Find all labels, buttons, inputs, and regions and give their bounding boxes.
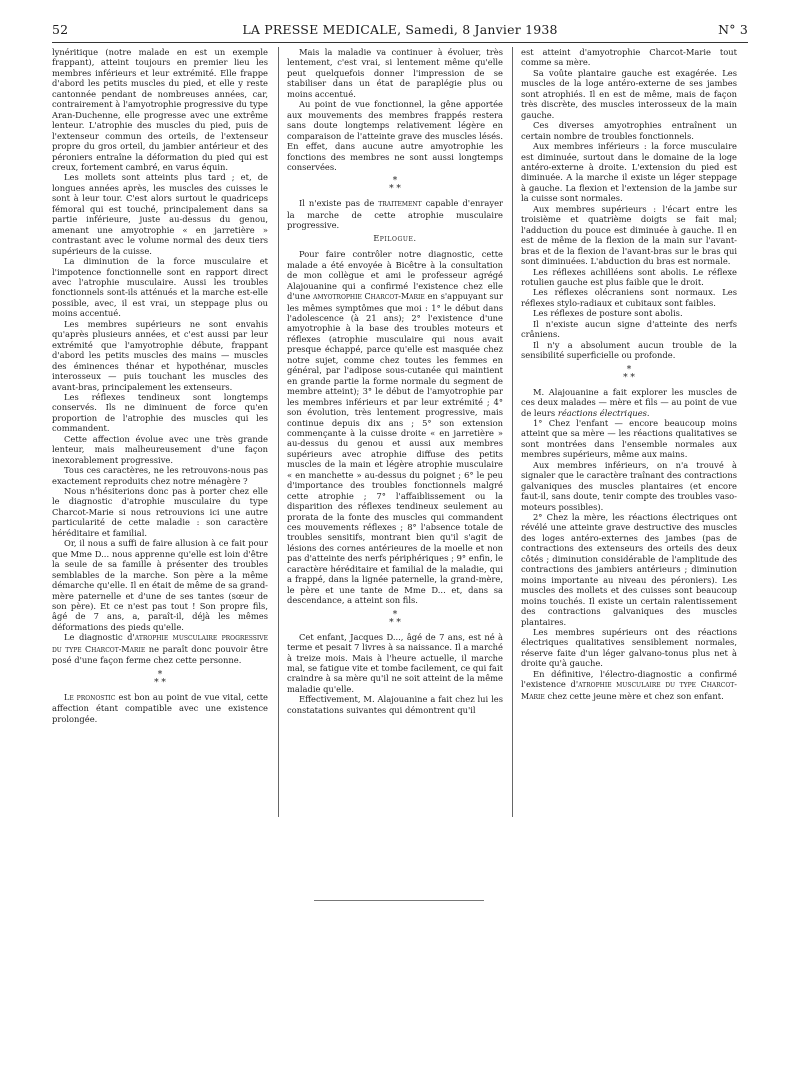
small-caps-run: atrophie musculaire du type Charcot-Marie <box>521 680 737 701</box>
paragraph: Effectivement, M. Alajouanine a fait chez lui les constatations suivantes qui démontrent qu'il <box>287 694 503 715</box>
paragraph: Les réflexes tendineux sont longtemps conservés. Ils ne diminuent de force qu'en proportion de l'atrophie des muscles qui les commandent. <box>52 391 268 434</box>
paragraph: est atteint d'amyotrophie Charcot-Marie tout comme sa mère. <box>521 47 737 68</box>
journal-title: LA PRESSE MEDICALE, Samedi, 8 Janvier 1938 <box>242 22 558 37</box>
small-caps-run: amyotrophie Charcot-Marie <box>313 292 425 302</box>
paragraph: Les mollets sont atteints plus tard ; et, de longues années après, les muscles des cuisses le sont à leur tour. C'est alors surtout le quadriceps fémoral qui est touché, principalement dans sa partie inférieure, juste au-dessus du genou, amenant une amyotrophie « en jarretière » contrastant avec le volume normal des deux tiers supérieurs de la cuisse. <box>52 172 268 256</box>
paragraph <box>52 632 268 665</box>
paragraph: Ces diverses amyotrophies entraînent un certain nombre de troubles fonctionnels. <box>521 120 737 141</box>
paragraph: Aux membres inférieurs, on n'a trouvé à signaler que le caractère traînant des contractions galvaniques des muscles plantaires (et encore faut-il, sans doute, tenir compte des troubles vaso-moteurs possibles). <box>521 459 737 512</box>
paragraph: Au point de vue fonctionnel, la gêne apportée aux mouvements des membres frappés restera sans doute longtemps relativement légère en comparaison de l'atteinte grave des muscles lésés. En effet, dans aucune autre amyotrophie les fonctions des membres ne sont aussi longtemps conservées. <box>287 99 503 172</box>
paragraph: Les réflexes achilléens sont abolis. Le réflexe rotulien gauche est plus faible que le droit. <box>521 266 737 287</box>
paragraph: Les membres supérieurs ont des réactions électriques qualitatives sensiblement normales, réserve faite d'un léger galvano-tonus plus net à droite qu'à gauche. <box>521 627 737 669</box>
paragraph: Tous ces caractères, ne les retrouvons-nous pas exactement reproduits chez notre ménagère ? <box>52 465 268 486</box>
small-caps-run: atrophie musculaire progressive du type Charcot-Marie <box>52 633 268 654</box>
paragraph <box>521 387 737 418</box>
small-caps-run: Le pronostic <box>64 692 116 702</box>
paragraph: 2° Chez la mère, les réactions électriques ont révélé une atteinte grave destructive des muscles des loges antéro-externes des jambes (pas de contractions des extenseurs des orteils des deux côtés ; diminution considérable de l'amplitude des contractions des jambiers antérieurs ; diminution moins importante au niveau des péroniers). Les muscles des mollets et des cuisses sont beaucoup moins touchés. Il existe un certain ralentissement des contractions galvaniques des muscles plantaires. <box>521 512 737 627</box>
text-run: est bon au point de vue vital, cette affection étant compatible avec une existence prolongée. <box>52 691 268 724</box>
paragraph <box>287 198 503 230</box>
paragraph: Sa voûte plantaire gauche est exagérée. Les muscles de la loge antéro-externe de ses jambes sont atrophiés. Il en est de même, mais de façon très discrète, des muscles interosseux de la main gauche. <box>521 67 737 120</box>
paragraph: Aux membres inférieurs : la force musculaire est diminuée, surtout dans le domaine de la loge antéro-externe à droite. L'extension du pied est diminuée. A la marche il existe un léger steppage à gauche. La flexion et l'extension de la jambe sur la cuisse sont normales. <box>521 141 737 204</box>
column-divider <box>278 47 279 817</box>
paragraph: Il n'y a absolument aucun trouble de la sensibilité superficielle ou profonde. <box>521 339 737 361</box>
page-number: 52 <box>52 22 69 37</box>
text-run: En définitive, l'électro-diagnostic a confirmé l'existence d' <box>521 668 737 690</box>
paragraph: Les réflexes olécraniens sont normaux. Les réflexes stylo-radiaux et cubitaux sont faibles. <box>521 287 737 308</box>
paragraph: Aux membres supérieurs : l'écart entre les troisième et quatrième doigts se fait mal; l'adduction du pouce est diminuée à gauche. Il en est de même de la flexion de la main sur l'avant-bras et de la flexion de l'avant-bras sur le bras qui sont diminuées. L'abduction du bras est normale. <box>521 203 737 267</box>
page-header <box>52 22 748 42</box>
column-2 <box>287 47 503 872</box>
small-caps-run: traitement <box>378 199 422 209</box>
paragraph: lynéritique (notre malade en est un exemple frappant), atteint toujours en premier lieu les membres inférieurs et leur extrémité. Elle frappe d'abord les petits muscles du pied, et elle y reste cantonnée pendant de nombreuses années, car, contrairement à l'amyotrophie progressive du type Aran-Duchenne, elle progresse avec une extrême lenteur. L'atrophie des muscles du pied, puis de l'extenseur commun des orteils, de l'extenseur propre du gros orteil, du jambier antérieur et des péroniers entraîne la déformation du pied qui est creux, fortement cambré, en varus équin. <box>52 47 268 172</box>
italic-run: réactions électriques. <box>557 407 650 418</box>
column-divider <box>512 47 513 817</box>
paragraph: La diminution de la force musculaire et l'impotence fonctionnelle sont en rapport direct avec l'atrophie musculaire. Aussi les troubles fonctionnels sont-ils atténués et la marche est-elle possible, avec, il est vrai, un steppage plus ou moins accentué. <box>52 256 268 319</box>
bottom-rule <box>314 900 484 901</box>
text-run: Pour faire contrôler notre diagnostic, cette malade a été envoyée à Bicêtre à la consultation de mon collègue et ami le professeur agrégé Alajouanine qui a confirmé l'existence chez elle d'une <box>287 249 503 302</box>
paragraph <box>52 692 268 724</box>
paragraph: Il n'existe aucun signe d'atteinte des nerfs crâniens. <box>521 318 737 340</box>
text-run: capable d'enrayer la marche de cette atrophie musculaire progressive. <box>287 198 503 231</box>
paragraph: Cette affection évolue avec une très grande lenteur, mais malheureusement d'une façon inexorablement progressive. <box>52 433 268 465</box>
text-run: en s'appuyant sur les mêmes symptômes que moi : 1° le début dans l'adolescence (à 21 ans); 2° l'existence d'une amyotrophie à la base des troubles moteurs et réflexes (atrophie musculaire qui nous avait presque échappé, parce qu'elle est masquée chez notre sujet, comme chez toutes les femmes en général, par l'adipose sous-cutanée qui maintient en grande partie la forme normale du segment de membre atteint); 3° le début de l'amyotrophie par les membres inférieurs et par leur extrémité ; 4° son évolution, très lentement progressive, mais continue depuis dix ans ; 5° son extension commençante à la cuisse droite « en jarretière » au-dessus du genou et aussi aux membres supérieurs avec atrophie diffuse des petits muscles de la main et légère atrophie musculaire « en manchette » au-dessus du poignet ; 6° le peu d'importance des troubles fonctionnels malgré cette atrophie ; 7° l'affaiblissement ou la disparition des réflexes tendineux seulement au prorata de la fonte des muscles qui commandent ces mouvements réflexes ; 8° l'absence totale de troubles sensitifs, montrant bien qu'il s'agit de lésions des cornes antérieures de la moelle et non pas d'atteinte des nerfs périphériques ; 9° enfin, le caractère héréditaire et familial de la maladie, qui a frappé, dans la lignée paternelle, la grand-mère, le père et une tante de Mme D... et, dans sa descendance, a atteint son fils. <box>287 291 503 606</box>
paragraph: Les membres supérieurs ne sont envahis qu'après plusieurs années, et c'est aussi par leur extrémité que l'amyotrophie débute, frappant d'abord les petits muscles des mains — muscles des éminences thénar et hypothénar, muscles interosseux — puis touchant les muscles des avant-bras, principalement les extenseurs. <box>52 318 268 392</box>
section-stars: * * * <box>154 669 166 688</box>
column-3 <box>521 47 737 872</box>
paragraph: Mais la maladie va continuer à évoluer, très lentement, c'est vrai, si lentement même qu'elle peut quelquefois donner l'impression de se stabiliser dans un état de paraplégie plus ou moins accentué. <box>287 47 503 99</box>
issue-number: N° 3 <box>718 22 748 37</box>
paragraph: Cet enfant, Jacques D..., âgé de 7 ans, est né à terme et pesait 7 livres à sa naissance. Il a marché à treize mois. Mais à l'heure actuelle, il marche mal, se fatigue vite et tombe facilement, ce qui fait craindre à sa mère qu'il ne soit atteint de la même maladie qu'elle. <box>287 631 503 694</box>
paragraph: Nous n'hésiterions donc pas à porter chez elle le diagnostic d'atrophie musculaire du type Charcot-Marie si nous retrouvions ici une autre particularité de cette maladie : son caractère héréditaire et familial. <box>52 486 268 538</box>
text-run: Le diagnostic d' <box>64 632 135 643</box>
text-run: ne paraît donc pouvoir être posé d'une façon ferme chez cette personne. <box>52 643 268 666</box>
paragraph: Les réflexes de posture sont abolis. <box>533 308 683 319</box>
text-run: Il n'existe pas de <box>299 198 379 209</box>
header-rule <box>52 42 748 43</box>
section-stars: * * * <box>623 364 635 383</box>
column-1 <box>52 47 268 872</box>
paragraph: Or, il nous a suffi de faire allusion à ce fait pour que Mme D... nous apprenne qu'elle est loin d'être la seule de sa famille à présenter des troubles semblables de la marche. Son père a la même démarche qu'elle. Il en était de même de sa grand-mère paternelle et d'une de ses tantes (sœur de son père). Et ce n'est pas tout ! Son propre fils, âgé de 7 ans, a, paraît-il, déjà les mêmes déformations des pieds qu'elle. <box>52 538 268 632</box>
section-stars: * * * <box>389 176 401 195</box>
paragraph <box>287 249 503 605</box>
paragraph <box>521 669 737 702</box>
text-run: chez cette jeune mère et chez son enfant. <box>544 690 724 701</box>
paragraph: 1° Chez l'enfant — encore beaucoup moins atteint que sa mère — les réactions qualitatives se sont montrées dans l'ensemble normales aux membres supérieurs, même aux mains. <box>521 417 737 460</box>
section-heading: Epilogue. <box>373 233 417 243</box>
section-stars: * * * <box>389 609 401 628</box>
text-run: M. Alajouanine a fait explorer les muscles de ces deux malades — mère et fils — au point de vue de leurs <box>521 386 737 418</box>
